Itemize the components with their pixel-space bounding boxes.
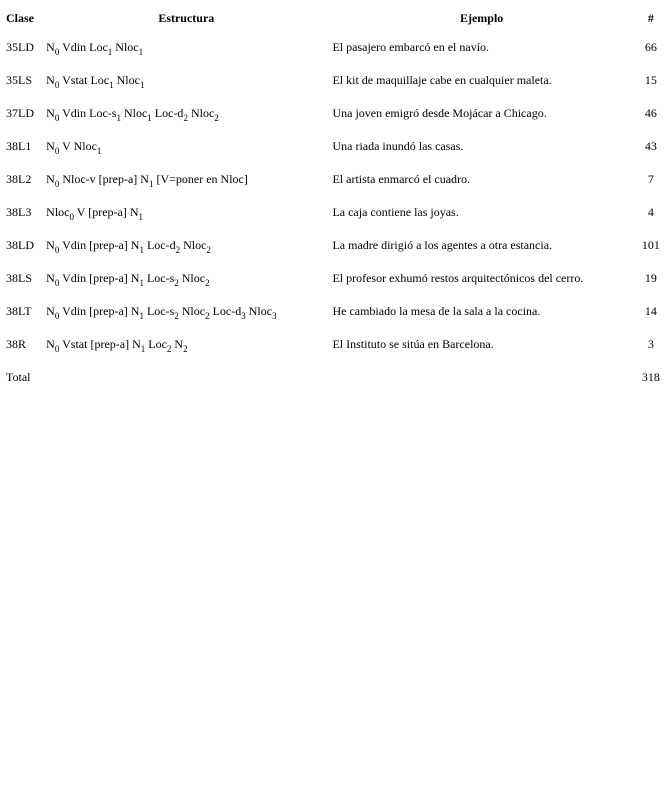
table-row (3, 30, 668, 63)
estructura-token: Nloc (187, 105, 215, 120)
cell-clase: 37LD (6, 105, 34, 120)
cell-count: 4 (647, 204, 654, 219)
estructura-token: N (46, 138, 55, 153)
cell-clase: 38LD (6, 237, 34, 252)
cell-ejemplo: Una riada inundó las casas. (332, 138, 464, 153)
estructura-subscript: 2 (214, 112, 219, 123)
estructura-subscript: 0 (54, 277, 60, 288)
cell-estructura (43, 96, 329, 129)
total-row (3, 360, 668, 393)
cell-count: 7 (647, 171, 654, 186)
estructura-subscript: 1 (138, 46, 144, 57)
estructura-subscript: 2 (206, 244, 211, 255)
estructura-subscript: 1 (139, 79, 145, 90)
table-row (3, 96, 668, 129)
cell-estructura (43, 261, 329, 294)
estructura-token: N (46, 171, 55, 186)
estructura-token: V Nloc (59, 138, 97, 153)
cell-estructura (43, 294, 329, 327)
header-count: # (647, 11, 654, 25)
estructura-subscript: 0 (54, 343, 60, 354)
cell-ejemplo: La madre dirigió a los agentes a otra estancia. (332, 237, 553, 252)
estructura-subscript: 1 (140, 343, 146, 354)
estructura-token: N (46, 237, 55, 252)
estructura-token: Nloc-v [prep-a] N (59, 171, 149, 186)
estructura-token: Nloc (112, 39, 139, 54)
estructura-subscript: 1 (96, 145, 102, 156)
estructura-subscript: 1 (139, 277, 144, 288)
cell-clase: 38R (6, 336, 27, 351)
header-row (3, 6, 668, 30)
table-row (3, 228, 668, 261)
table-row (3, 294, 668, 327)
estructura-token: N (171, 336, 184, 351)
estructura-token: Loc-s (143, 270, 175, 285)
estructura-subscript: 0 (69, 211, 74, 222)
cell-clase: 38L1 (6, 138, 32, 153)
cell-estructura (43, 63, 329, 96)
estructura-token: Vstat Loc (59, 72, 110, 87)
estructura-subscript: 2 (174, 277, 179, 288)
cell-estructura (43, 162, 329, 195)
cell-clase: 38LT (6, 303, 32, 318)
estructura-token: Vstat [prep-a] N (59, 336, 141, 351)
estructura-token: Loc-d (143, 237, 176, 252)
total-empty (329, 360, 633, 393)
cell-count: 19 (644, 270, 657, 285)
estructura-subscript: 1 (109, 79, 114, 90)
cell-count: 43 (644, 138, 657, 153)
estructura-subscript: 0 (54, 310, 60, 321)
estructura-subscript: 2 (183, 112, 188, 123)
estructura-subscript: 1 (139, 310, 144, 321)
estructura-token: [V=poner en Nloc] (153, 171, 248, 186)
cell-estructura (43, 327, 329, 360)
estructura-subscript: 0 (54, 46, 60, 57)
estructura-token: Nloc (178, 303, 206, 318)
cell-ejemplo: El profesor exhumó restos arquitectónicos del cerro. (332, 270, 584, 285)
estructura-token: N (46, 270, 55, 285)
cell-clase: 35LS (6, 72, 33, 87)
estructura-subscript: 1 (147, 112, 152, 123)
estructura-subscript: 2 (175, 244, 181, 255)
estructura-token: Vdin Loc-s (59, 105, 117, 120)
estructura-subscript: 1 (148, 178, 154, 189)
estructura-token: Nloc (180, 237, 207, 252)
estructura-subscript: 1 (139, 244, 144, 255)
estructura-token: Nloc (178, 270, 206, 285)
class-table (3, 6, 668, 393)
cell-ejemplo: La caja contiene las joyas. (332, 204, 459, 219)
estructura-subscript: 3 (272, 310, 277, 321)
estructura-token: Vdin [prep-a] N (59, 270, 140, 285)
estructura-token: V [prep-a] N (74, 204, 139, 219)
cell-clase: 38L3 (6, 204, 32, 219)
header-estructura: Estructura (158, 11, 215, 25)
cell-count: 15 (644, 72, 657, 87)
cell-ejemplo: El kit de maquillaje cabe en cualquier maleta. (332, 72, 552, 87)
estructura-subscript: 2 (205, 277, 210, 288)
estructura-subscript: 0 (54, 79, 60, 90)
table-row (3, 162, 668, 195)
cell-clase: 38LS (6, 270, 33, 285)
estructura-subscript: 2 (205, 310, 210, 321)
cell-estructura (43, 129, 329, 162)
estructura-subscript: 0 (54, 112, 60, 123)
total-empty (43, 360, 329, 393)
estructura-token: Nloc (245, 303, 273, 318)
cell-count: 46 (644, 105, 657, 120)
cell-ejemplo: He cambiado la mesa de la sala a la cocina. (332, 303, 541, 318)
estructura-subscript: 1 (116, 112, 121, 123)
estructura-token: Vdin Loc (59, 39, 108, 54)
cell-estructura (43, 195, 329, 228)
cell-estructura (43, 228, 329, 261)
estructura-token: Vdin [prep-a] N (59, 303, 140, 318)
estructura-subscript: 0 (54, 178, 60, 189)
cell-count: 66 (644, 39, 657, 54)
estructura-token: N (46, 303, 55, 318)
estructura-subscript: 1 (107, 46, 113, 57)
table-row (3, 129, 668, 162)
table-row (3, 261, 668, 294)
estructura-subscript: 2 (174, 310, 179, 321)
cell-clase: 38L2 (6, 171, 32, 186)
total-label: Total (6, 369, 31, 384)
estructura-token: Loc (145, 336, 167, 351)
cell-ejemplo: El pasajero embarcó en el navío. (332, 39, 490, 54)
estructura-subscript: 2 (166, 343, 172, 354)
cell-estructura (43, 30, 329, 63)
estructura-subscript: 0 (54, 244, 60, 255)
cell-count: 3 (647, 336, 654, 351)
estructura-subscript: 2 (183, 343, 188, 354)
table-row (3, 63, 668, 96)
estructura-subscript: 1 (138, 211, 144, 222)
estructura-token: Loc-s (143, 303, 175, 318)
total-count: 318 (641, 369, 660, 384)
header-ejemplo: Ejemplo (459, 11, 504, 25)
cell-clase: 35LD (6, 39, 34, 54)
estructura-token: N (46, 72, 55, 87)
cell-ejemplo: El Instituto se sitúa en Barcelona. (332, 336, 494, 351)
estructura-token: Loc-d (151, 105, 184, 120)
estructura-token: N (46, 105, 55, 120)
cell-ejemplo: El artista enmarcó el cuadro. (332, 171, 471, 186)
estructura-token: Vdin [prep-a] N (59, 237, 140, 252)
table-body (3, 30, 668, 360)
estructura-token: Nloc (113, 72, 140, 87)
estructura-token: N (46, 39, 55, 54)
cell-count: 101 (641, 237, 660, 252)
estructura-subscript: 0 (54, 145, 60, 156)
estructura-subscript: 3 (241, 310, 246, 321)
cell-count: 14 (644, 303, 657, 318)
estructura-token: Nloc (120, 105, 148, 120)
estructura-token: N (46, 336, 55, 351)
table-row (3, 327, 668, 360)
estructura-token: Nloc (46, 204, 70, 219)
cell-ejemplo: Una joven emigró desde Mojácar a Chicago. (332, 105, 547, 120)
table-row (3, 195, 668, 228)
estructura-token: Loc-d (209, 303, 242, 318)
header-clase: Clase (6, 11, 34, 25)
